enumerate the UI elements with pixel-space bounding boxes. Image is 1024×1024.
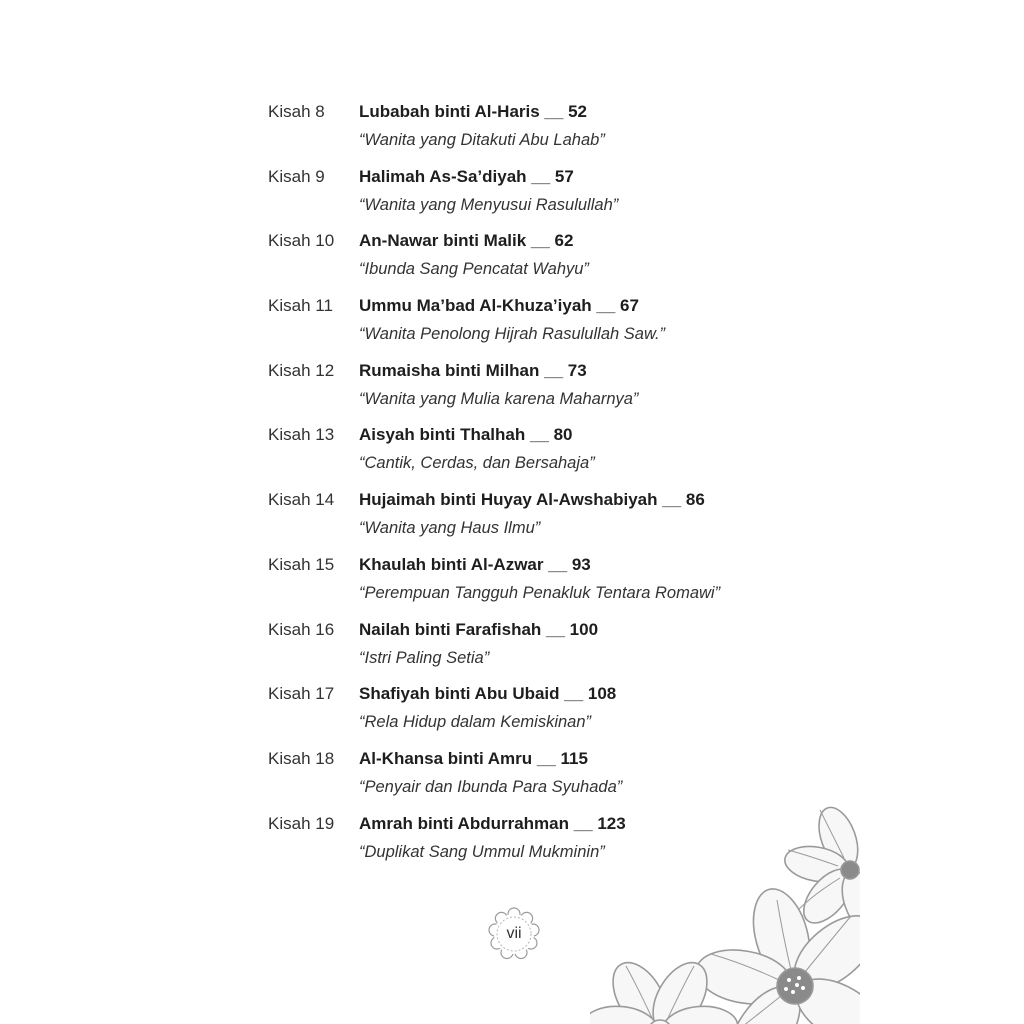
toc-entry: [268, 98, 828, 163]
kisah-label: Kisah 15: [268, 554, 335, 574]
kisah-label: Kisah 8: [268, 102, 325, 121]
story-subtitle: “Wanita yang Mulia karena Maharnya”: [359, 389, 639, 408]
toc-entry: [268, 227, 828, 292]
table-of-contents: [268, 98, 828, 874]
kisah-label: Kisah 16: [268, 619, 335, 639]
kisah-label: Kisah 9: [268, 166, 325, 186]
toc-entry: [268, 292, 828, 357]
story-title: Khaulah binti Al-Azwar __ 93: [359, 554, 591, 574]
story-title: An-Nawar binti Malik __ 62: [359, 231, 574, 251]
toc-entry: [268, 551, 828, 616]
kisah-label: Kisah 19: [268, 813, 335, 833]
toc-entry: [268, 680, 828, 745]
story-title: Nailah binti Farafishah __ 100: [359, 619, 599, 639]
story-subtitle: “Wanita yang Menyusui Rasulullah”: [359, 195, 619, 214]
toc-entry: [268, 357, 828, 422]
toc-entry: [268, 163, 828, 228]
toc-entry: [268, 486, 828, 551]
story-subtitle: “Wanita yang Ditakuti Abu Lahab”: [359, 131, 605, 149]
story-title: Amrah binti Abdurrahman __ 123: [359, 813, 626, 833]
kisah-label: Kisah 12: [268, 360, 335, 380]
story-subtitle: “Wanita Penolong Hijrah Rasulullah Saw.”: [359, 325, 666, 344]
story-title: Rumaisha binti Milhan __ 73: [359, 360, 587, 380]
story-subtitle: “Rela Hidup dalam Kemiskinan”: [359, 713, 592, 732]
story-title: Halimah As-Sa’diyah __ 57: [359, 166, 574, 186]
kisah-label: Kisah 18: [268, 748, 335, 768]
page-number: vii: [506, 925, 522, 942]
story-subtitle: “Wanita yang Haus Ilmu”: [359, 519, 541, 538]
toc-entry: [268, 616, 828, 681]
story-subtitle: “Istri Paling Setia”: [359, 648, 490, 667]
story-subtitle: “Cantik, Cerdas, dan Bersahaja”: [359, 454, 595, 473]
story-title: Ummu Ma’bad Al-Khuza’iyah __ 67: [359, 296, 639, 316]
story-subtitle: “Ibunda Sang Pencatat Wahyu”: [359, 260, 589, 279]
story-title: Hujaimah binti Huyay Al-Awshabiyah __ 86: [359, 490, 705, 510]
page-number-badge: [486, 906, 542, 962]
story-subtitle: “Duplikat Sang Ummul Mukminin”: [359, 842, 605, 861]
kisah-label: Kisah 13: [268, 425, 335, 445]
story-subtitle: “Penyair dan Ibunda Para Syuhada”: [359, 777, 623, 796]
story-title: Aisyah binti Thalhah __ 80: [359, 425, 573, 445]
kisah-label: Kisah 11: [268, 296, 333, 316]
story-title: Shafiyah binti Abu Ubaid __ 108: [359, 684, 617, 704]
kisah-label: Kisah 17: [268, 684, 335, 704]
story-subtitle: “Perempuan Tangguh Penakluk Tentara Romawi”: [359, 583, 721, 602]
story-title: Al-Khansa binti Amru __ 115: [359, 748, 588, 768]
kisah-label: Kisah 10: [268, 231, 335, 251]
story-title: Lubabah binti Al-Haris __ 52: [359, 102, 587, 121]
kisah-label: Kisah 14: [268, 490, 335, 510]
toc-entry: [268, 421, 828, 486]
flower-decoration-icon: [590, 800, 860, 1024]
